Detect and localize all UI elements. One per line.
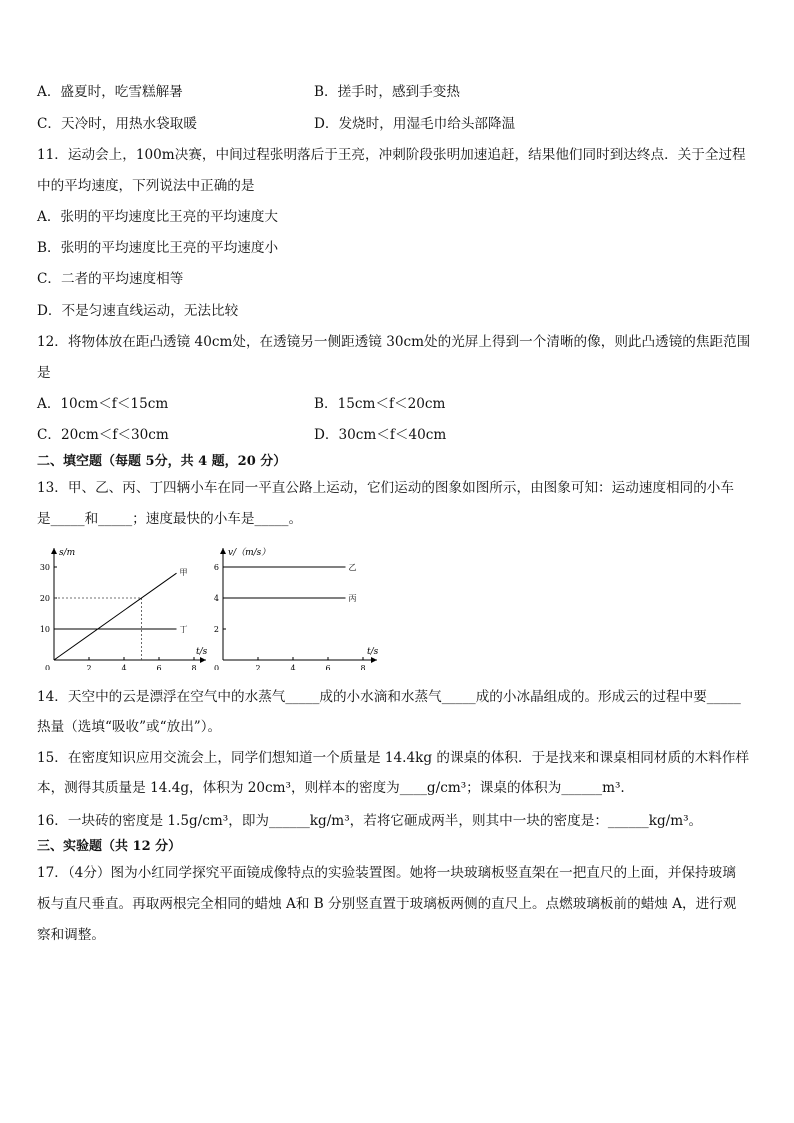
q12-option-b: B．15cm＜f＜20cm xyxy=(314,396,446,412)
q11-stem-line2: 中的平均速度，下列说法中正确的是 xyxy=(37,178,255,194)
q17-stem-line1: 17．（4分）图为小红同学探究平面镜成像特点的实验装置图。她将一块玻璃板竖直架在一把直尺的上面，并保持玻璃 xyxy=(37,865,736,881)
y-tick-label: 30 xyxy=(39,563,50,572)
st-graph-chart xyxy=(28,544,208,670)
q11-stem-line1: 11．运动会上，100m决赛，中间过程张明落后于王亮，冲刺阶段张明加速追赶，结果他们同时到达终点．关于全过程 xyxy=(37,147,746,163)
y-axis-arrow xyxy=(220,548,226,554)
q13-stem-line2: 是_____和_____；速度最快的小车是_____。 xyxy=(37,511,303,527)
x-tick-label: 2 xyxy=(255,664,261,670)
x-axis-arrow xyxy=(371,657,377,663)
q11-option-b: B．张明的平均速度比王亮的平均速度小 xyxy=(37,240,279,256)
y-axis-label: s/m xyxy=(59,548,76,558)
q10-option-c: C．天冷时，用热水袋取暖 xyxy=(37,116,197,132)
series-label: 乙 xyxy=(348,563,357,572)
y-tick-label: 2 xyxy=(213,625,219,634)
q11-option-c: C．二者的平均速度相等 xyxy=(37,271,184,287)
section-experiment-title: 三、实验题（共 12 分） xyxy=(37,839,182,854)
y-tick-label: 10 xyxy=(39,625,50,634)
x-tick-label: 0 xyxy=(214,664,220,670)
q11-option-d: D．不是匀速直线运动，无法比较 xyxy=(37,303,239,319)
y-axis-arrow xyxy=(51,548,57,554)
x-tick-label: 6 xyxy=(156,664,162,670)
x-axis-label: t/s xyxy=(367,647,379,657)
y-axis-label: v/（m/s） xyxy=(228,548,271,558)
y-tick-label: 4 xyxy=(213,594,219,603)
q12-option-d: D．30cm＜f＜40cm xyxy=(314,427,447,443)
x-tick-label: 8 xyxy=(191,664,197,670)
q12-stem-line2: 是 xyxy=(37,365,51,381)
x-tick-label: 6 xyxy=(325,664,331,670)
series-label: 甲 xyxy=(179,568,188,578)
q17-stem-line3: 察和调整。 xyxy=(37,927,105,943)
vt-graph-chart xyxy=(205,544,380,670)
q13-stem-line1: 13．甲、乙、丙、丁四辆小车在同一平直公路上运动，它们运动的图象如图所示，由图象可知：运动速度相同的小车 xyxy=(37,480,734,496)
q10-option-b: B．搓手时，感到手变热 xyxy=(314,84,460,100)
x-tick-label: 2 xyxy=(86,664,92,670)
x-axis-label: t/s xyxy=(196,647,208,657)
q12-option-c: C．20cm＜f＜30cm xyxy=(37,427,169,443)
y-tick-label: 6 xyxy=(213,563,219,572)
x-tick-label: 4 xyxy=(121,664,127,670)
q14-stem-line1: 14．天空中的云是漂浮在空气中的水蒸气_____成的小水滴和水蒸气_____成的小冰晶组成的。形成云的过程中要_____ xyxy=(37,689,741,705)
q14-stem-line2: 热量（选填“吸收”或“放出”）。 xyxy=(37,719,222,735)
series-line-1 xyxy=(54,573,177,660)
q15-stem-line1: 15．在密度知识应用交流会上，同学们想知道一个质量是 14.4kg 的课桌的体积．于是找来和课桌相同材质的木料作样 xyxy=(37,750,750,766)
q10-option-a: A．盛夏时，吃雪糕解暑 xyxy=(37,84,183,100)
x-tick-label: 4 xyxy=(290,664,296,670)
q11-option-a: A．张明的平均速度比王亮的平均速度大 xyxy=(37,209,278,225)
x-tick-label: 8 xyxy=(360,664,366,670)
q12-stem-line1: 12．将物体放在距凸透镜 40cm处，在透镜另一侧距透镜 30cm处的光屏上得到一个清晰的像，则此凸透镜的焦距范围 xyxy=(37,334,751,350)
q10-option-d: D．发烧时，用湿毛巾给头部降温 xyxy=(314,116,516,132)
series-label: 丁 xyxy=(179,625,188,634)
y-tick-label: 20 xyxy=(39,594,50,603)
q16-stem-line1: 16．一块砖的密度是 1.5g/cm³，即为______kg/m³，若将它砸成两半，则其中一块的密度是：______kg/m³。 xyxy=(37,813,703,829)
q17-stem-line2: 板与直尺垂直。再取两根完全相同的蜡烛 A和 B 分别竖直置于玻璃板两侧的直尺上。点燃玻璃板前的蜡烛 A，进行观 xyxy=(37,896,737,912)
q12-option-a: A．10cm＜f＜15cm xyxy=(37,396,169,412)
x-tick-label: 0 xyxy=(45,664,51,670)
series-label: 丙 xyxy=(348,594,357,603)
section-fill-in-title: 二、填空题（每题 5分，共 4 题，20 分） xyxy=(37,454,287,469)
q15-stem-line2: 本，测得其质量是 14.4g，体积为 20cm³，则样本的密度为____g/cm³；课桌的体积为______m³. xyxy=(37,780,625,796)
